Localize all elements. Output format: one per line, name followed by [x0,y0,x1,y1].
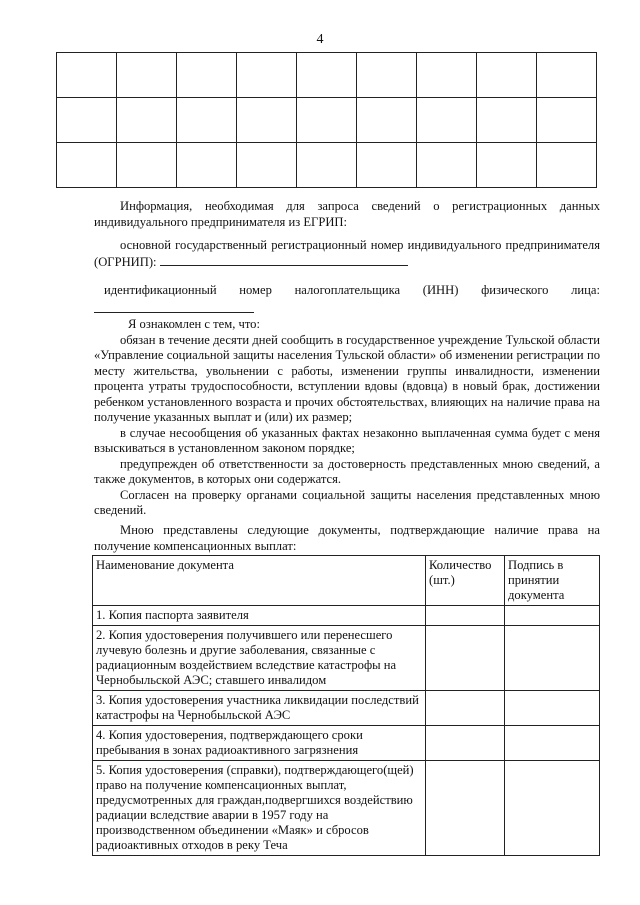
grid-cell[interactable] [117,53,177,98]
grid-row [57,143,597,188]
grid-cell[interactable] [537,143,597,188]
document-name: 5. Копия удостоверения (справки), подтверждающего(щей) право на получение компенсационных выплат, предусмотренных для граждан,подвергшихся воздействию радиации вследствие аварии в 1957 году на производственном объединении «Маяк» и сбросов радиоактивных отходов в реку Теча [93,761,426,856]
quantity-cell[interactable] [426,726,505,761]
table-row [93,761,600,856]
table-row [93,726,600,761]
grid-cell[interactable] [177,143,237,188]
grid-cell[interactable] [177,53,237,98]
header-signature: Подпись в принятии документа [505,556,600,606]
grid-cell[interactable] [537,53,597,98]
grid-row [57,98,597,143]
grid-cell[interactable] [297,53,357,98]
acknowledgement-section [94,317,600,519]
inn-label-row [94,283,600,299]
table-row [93,691,600,726]
signature-cell[interactable] [505,626,600,691]
document-name: 3. Копия удостоверения участника ликвидации последствий катастрофы на Чернобыльской АЭС [93,691,426,726]
grid-cell[interactable] [537,98,597,143]
signature-cell[interactable] [505,761,600,856]
grid-cell[interactable] [57,98,117,143]
grid-cell[interactable] [357,53,417,98]
document-name: 4. Копия удостоверения, подтверждающего сроки пребывания в зонах радиоактивного загрязнения [93,726,426,761]
grid-cell[interactable] [477,53,537,98]
grid-cell[interactable] [117,98,177,143]
grid-cell[interactable] [57,53,117,98]
quantity-cell[interactable] [426,761,505,856]
inn-label-word: идентификационный [104,283,217,297]
header-document-name: Наименование документа [93,556,426,606]
grid-cell[interactable] [237,143,297,188]
acknowledgement-item: обязан в течение десяти дней сообщить в государственное учреждение Тульской области «Управление социальной защиты населения Тульской области» об изменении регистрации по месту жительства, увольнении с работы, изменении группы инвалидности, изменении процента утраты трудоспособности, вступлении вдовы (вдовца) в новый брак, достижении ребенком установленного возраста и прочих обстоятельствах, влияющих на наличие права на получение указанных выплат и (или) их размер; [94,332,600,424]
inn-label-word: физического [481,283,549,297]
inn-field [94,283,600,317]
grid-cell[interactable] [297,98,357,143]
acknowledgement-intro: Я ознакомлен с тем, что: [128,317,260,331]
quantity-cell[interactable] [426,606,505,626]
grid-cell[interactable] [117,143,177,188]
signature-cell[interactable] [505,606,600,626]
quantity-cell[interactable] [426,626,505,691]
grid-cell[interactable] [297,143,357,188]
acknowledgement-item: предупрежден об ответственности за достоверность представленных мною сведений, а также документов, в которых они содержатся. [94,456,600,486]
documents-table-header [93,556,600,606]
grid-cell[interactable] [477,98,537,143]
egrip-intro: Информация, необходимая для запроса сведений о регистрационных данных индивидуального предпринимателя из ЕГРИП: [94,199,600,229]
inn-label-word: (ИНН) [422,283,459,297]
document-name: 2. Копия удостоверения получившего или перенесшего лучевую болезнь и другие заболевания, связанные с радиационным воздействием вследствие катастрофы на Чернобыльской АЭС; ставшего инвалидом [93,626,426,691]
blank-grid-table [56,52,597,188]
table-row [93,606,600,626]
header-quantity: Количество (шт.) [426,556,505,606]
ogrnip-field [94,238,600,270]
documents-intro: Мною представлены следующие документы, подтверждающие наличие права на получение компенсационных выплат: [94,523,600,553]
inn-input-line[interactable] [94,301,254,313]
document-name: 1. Копия паспорта заявителя [93,606,426,626]
acknowledgement-item: Согласен на проверку органами социальной защиты населения представленных мною сведений. [94,487,600,517]
grid-cell[interactable] [237,53,297,98]
documents-table [92,555,600,856]
grid-cell[interactable] [357,98,417,143]
grid-cell[interactable] [237,98,297,143]
table-row [93,626,600,691]
ogrnip-input-line[interactable] [160,254,408,266]
inn-label-word: налогоплательщика [294,283,401,297]
grid-cell[interactable] [177,98,237,143]
grid-cell[interactable] [417,98,477,143]
grid-row [57,53,597,98]
ogrnip-label: основной государственный регистрационный номер индивидуального предпринимателя (ОГРНИП): [94,238,600,269]
grid-cell[interactable] [417,143,477,188]
grid-cell[interactable] [417,53,477,98]
grid-cell[interactable] [57,143,117,188]
page-number: 4 [316,32,324,47]
inn-label-word: лица: [571,283,600,297]
signature-cell[interactable] [505,726,600,761]
grid-cell[interactable] [477,143,537,188]
inn-label-word: номер [239,283,272,297]
quantity-cell[interactable] [426,691,505,726]
grid-cell[interactable] [357,143,417,188]
signature-cell[interactable] [505,691,600,726]
acknowledgement-item: в случае несообщения об указанных фактах незаконно выплаченная сумма будет с меня взыскиваться в установленном законом порядке; [94,425,600,455]
